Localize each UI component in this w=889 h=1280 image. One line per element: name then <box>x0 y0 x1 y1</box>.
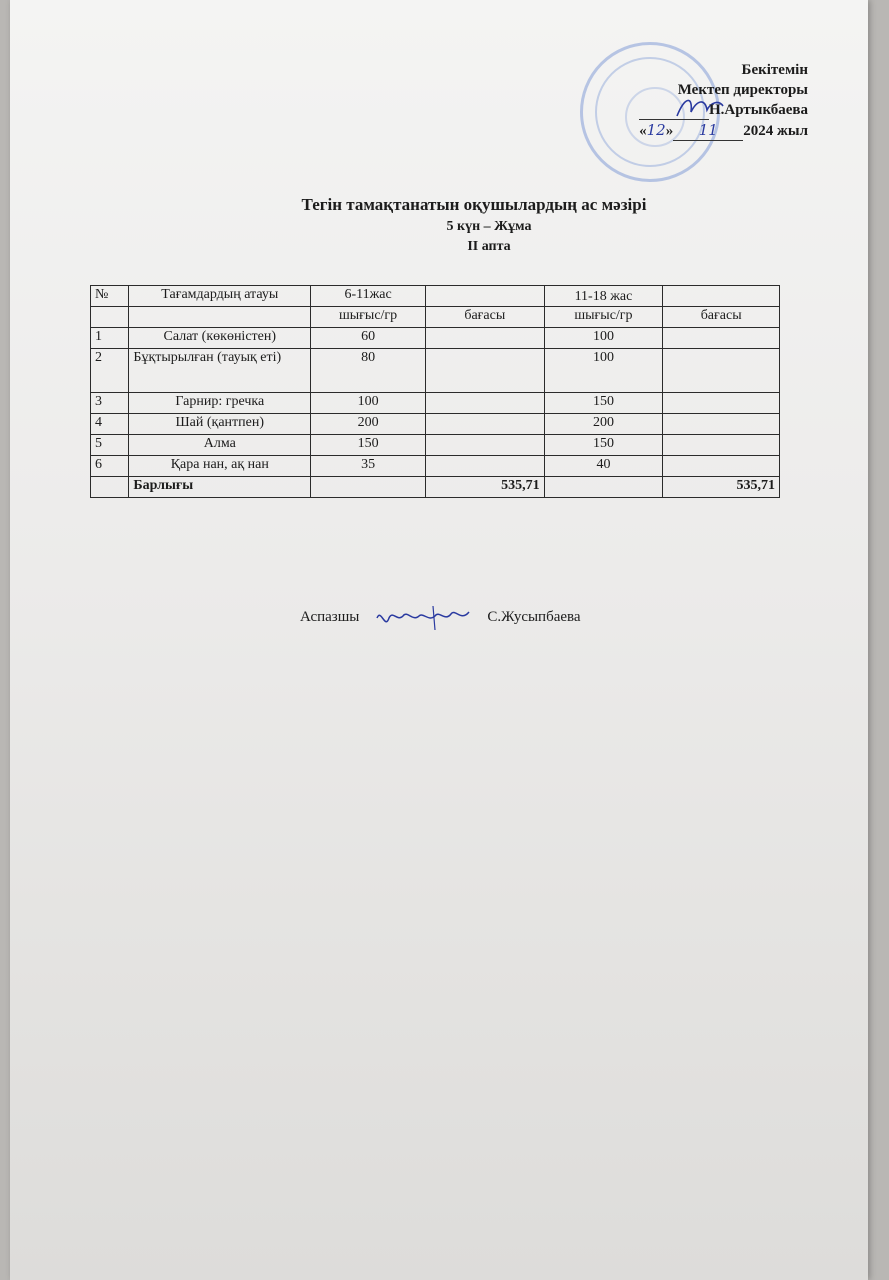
row-qty-1: 80 <box>311 349 426 393</box>
row-price-1 <box>426 435 545 456</box>
row-price-2 <box>663 393 780 414</box>
row-name: Қара нан, ақ нан <box>129 456 311 477</box>
row-qty-2: 150 <box>544 435 663 456</box>
subheader-price-2: бағасы <box>663 307 780 328</box>
row-price-1 <box>426 328 545 349</box>
row-price-1 <box>426 414 545 435</box>
approval-name-line <box>548 100 808 120</box>
header-empty <box>426 286 545 307</box>
row-price-2 <box>663 328 780 349</box>
approval-block <box>548 60 808 141</box>
table-row <box>91 414 780 435</box>
row-no: 5 <box>91 435 129 456</box>
menu-table <box>90 285 780 498</box>
row-price-2 <box>663 456 780 477</box>
table-row <box>91 435 780 456</box>
row-qty-2: 100 <box>544 349 663 393</box>
total-empty <box>311 477 426 498</box>
menu-title: Тегін тамақтанатын оқушылардың ас мәзірі <box>301 195 647 214</box>
date-day: 12 <box>646 121 666 139</box>
subheader-empty <box>91 307 129 328</box>
director-name: Н.Артыкбаева <box>708 102 808 118</box>
table-row <box>91 393 780 414</box>
cook-signature-line <box>300 600 581 634</box>
header-name: Тағамдардың атауы <box>129 286 311 307</box>
day-subtitle: 5 күн – Жұма <box>446 219 532 234</box>
table-subheader-row <box>91 307 780 328</box>
row-no: 3 <box>91 393 129 414</box>
row-qty-2: 150 <box>544 393 663 414</box>
header-age1: 6-11жас <box>311 286 426 307</box>
title-block <box>10 195 868 255</box>
row-no: 4 <box>91 414 129 435</box>
cook-signature <box>373 600 473 634</box>
approval-title: Бекітемін <box>741 62 808 78</box>
total-empty <box>544 477 663 498</box>
row-price-1 <box>426 456 545 477</box>
row-price-2 <box>663 414 780 435</box>
row-price-2 <box>663 435 780 456</box>
total-empty <box>91 477 129 498</box>
row-qty-2: 40 <box>544 456 663 477</box>
row-qty-1: 100 <box>311 393 426 414</box>
subheader-empty <box>129 307 311 328</box>
row-name: Гарнир: гречка <box>129 393 311 414</box>
table-row <box>91 456 780 477</box>
row-no: 6 <box>91 456 129 477</box>
document-page <box>10 0 868 1280</box>
approval-position: Мектеп директоры <box>677 82 808 98</box>
row-qty-1: 150 <box>311 435 426 456</box>
header-no: № <box>91 286 129 307</box>
row-price-1 <box>426 393 545 414</box>
table-total-row <box>91 477 780 498</box>
week-subtitle: ІІ апта <box>467 239 511 254</box>
row-name: Алма <box>129 435 311 456</box>
table-row <box>91 349 780 393</box>
row-qty-2: 200 <box>544 414 663 435</box>
row-price-1 <box>426 349 545 393</box>
header-empty <box>663 286 780 307</box>
subheader-qty-1: шығыс/гр <box>311 307 426 328</box>
total-price-2: 535,71 <box>663 477 780 498</box>
cook-role: Аспазшы <box>300 608 360 625</box>
row-no: 1 <box>91 328 129 349</box>
date-month: 11 <box>673 120 743 141</box>
total-label: Барлығы <box>129 477 311 498</box>
subheader-qty-2: шығыс/гр <box>544 307 663 328</box>
row-name: Шай (қантпен) <box>129 414 311 435</box>
row-qty-1: 35 <box>311 456 426 477</box>
header-age2: 11-18 жас <box>544 286 663 307</box>
total-price-1: 535,71 <box>426 477 545 498</box>
row-name: Салат (көкөністен) <box>129 328 311 349</box>
table-header-row <box>91 286 780 307</box>
row-name: Бұқтырылған (тауық еті) <box>129 349 311 393</box>
row-qty-1: 200 <box>311 414 426 435</box>
row-qty-2: 100 <box>544 328 663 349</box>
row-no: 2 <box>91 349 129 393</box>
cook-name: С.Жусыпбаева <box>487 608 581 625</box>
row-price-2 <box>663 349 780 393</box>
row-qty-1: 60 <box>311 328 426 349</box>
approval-date-line: «12» 11 2024 жыл <box>639 121 808 139</box>
table-row <box>91 328 780 349</box>
subheader-price-1: бағасы <box>426 307 545 328</box>
date-year: 2024 жыл <box>743 123 808 139</box>
